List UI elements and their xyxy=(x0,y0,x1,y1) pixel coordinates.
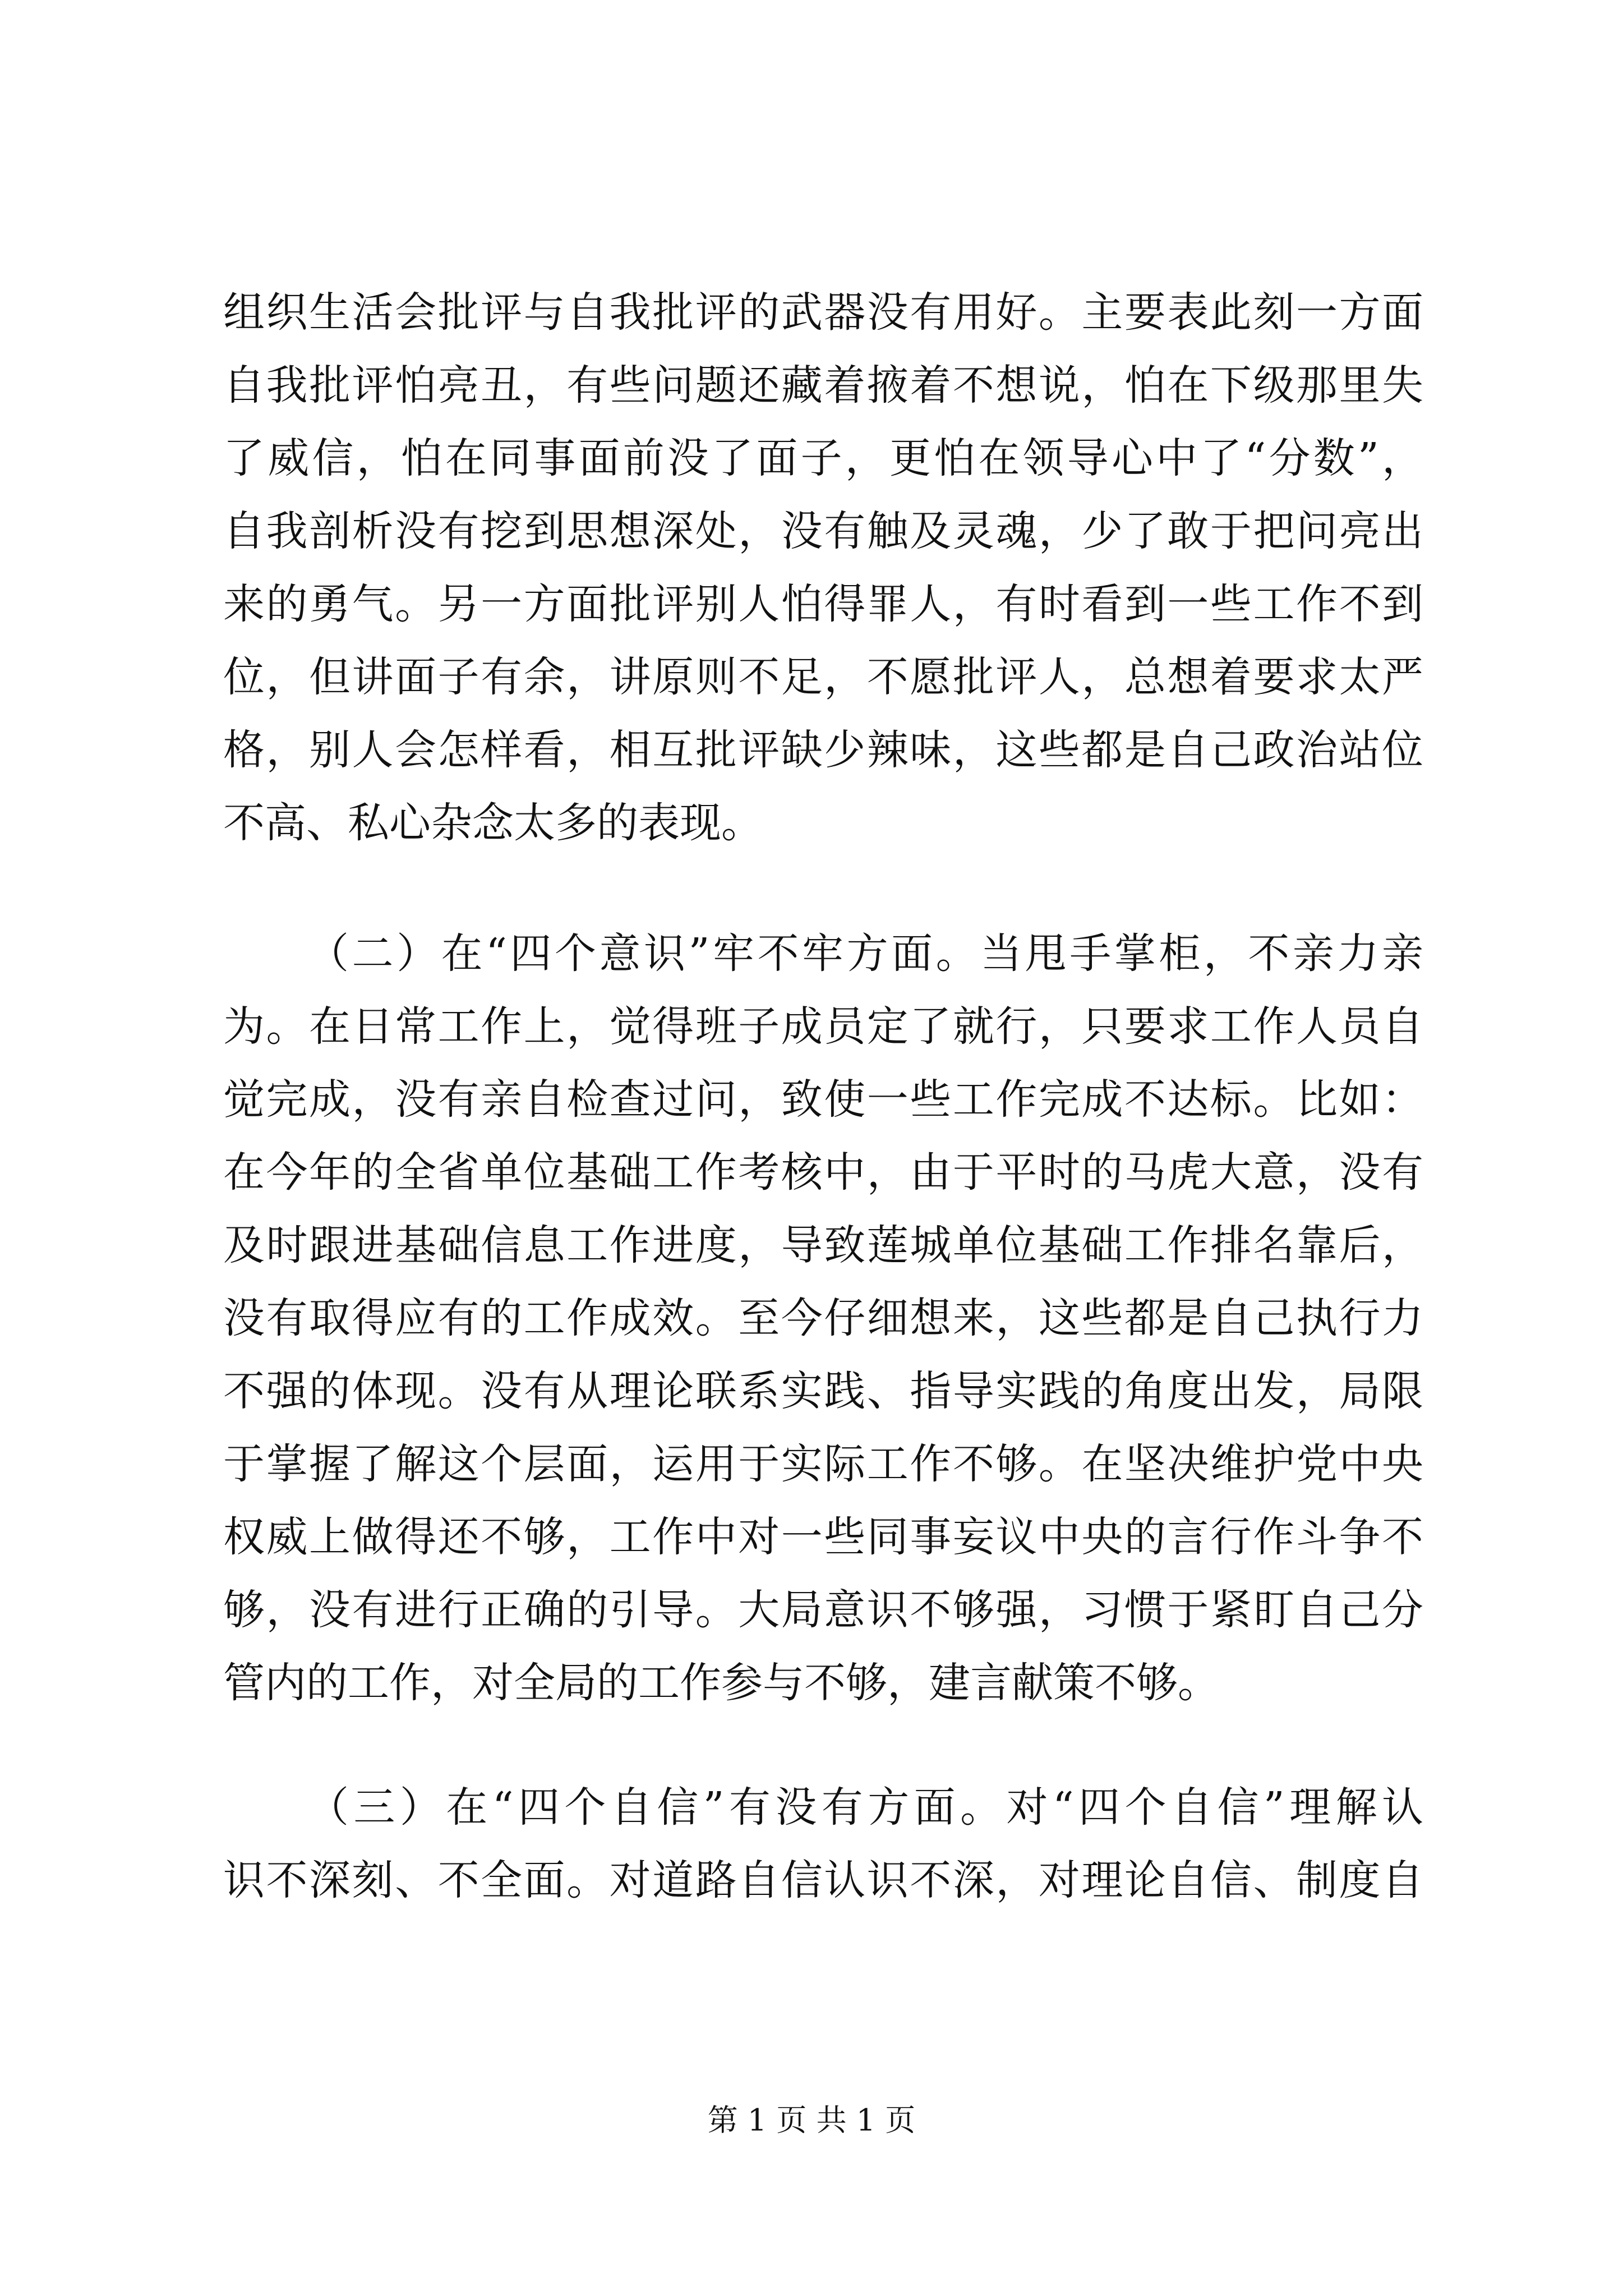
text-line: 于掌握了解这个层面，运用于实际工作不够。在坚决维护党中央 xyxy=(223,1440,1423,1488)
text-line: 位，但讲面子有余，讲原则不足，不愿批评人，总想着要求太严 xyxy=(223,653,1423,701)
text-line: 为。在日常工作上，觉得班子成员定了就行，只要求工作人员自 xyxy=(223,1002,1423,1051)
section-heading-line: （三）在“四个自信”有没有方面。对“四个自信”理解认 xyxy=(307,1783,1423,1832)
text-line: 了威信，怕在同事面前没了面子，更怕在领导心中了“分数”， xyxy=(223,434,1423,482)
text-line: 来的勇气。另一方面批评别人怕得罪人，有时看到一些工作不到 xyxy=(223,580,1423,628)
text-line: 管内的工作，对全局的工作参与不够，建言献策不够。 xyxy=(223,1659,1219,1707)
text-line: 觉完成，没有亲自检查过问，致使一些工作完成不达标。比如： xyxy=(223,1075,1423,1124)
text-line: 格，别人会怎样看，相互批评缺少辣味，这些都是自己政治站位 xyxy=(223,726,1423,774)
page-footer: 第 1 页 共 1 页 xyxy=(707,2102,916,2138)
text-line: 没有取得应有的工作成效。至今仔细想来，这些都是自己执行力 xyxy=(223,1294,1423,1342)
text-line: 及时跟进基础信息工作进度，导致莲城单位基础工作排名靠后， xyxy=(223,1221,1423,1269)
text-line: 在今年的全省单位基础工作考核中，由于平时的马虎大意，没有 xyxy=(223,1148,1423,1197)
text-line: 自我批评怕亮丑，有些问题还藏着掖着不想说，怕在下级那里失 xyxy=(223,361,1423,409)
text-line: 权威上做得还不够，工作中对一些同事妄议中央的言行作斗争不 xyxy=(223,1513,1423,1561)
text-line: 够，没有进行正确的引导。大局意识不够强，习惯于紧盯自己分 xyxy=(223,1586,1423,1634)
text-line: 组织生活会批评与自我批评的武器没有用好。主要表此刻一方面 xyxy=(223,288,1423,337)
text-line: 自我剖析没有挖到思想深处，没有触及灵魂，少了敢于把问亮出 xyxy=(223,507,1423,555)
text-line: 不高、私心杂念太多的表现。 xyxy=(223,799,763,847)
text-line: 不强的体现。没有从理论联系实践、指导实践的角度出发，局限 xyxy=(223,1367,1423,1415)
section-heading-line: （二）在“四个意识”牢不牢方面。当甩手掌柜，不亲力亲 xyxy=(307,930,1423,978)
text-line: 识不深刻、不全面。对道路自信认识不深，对理论自信、制度自 xyxy=(223,1856,1423,1904)
